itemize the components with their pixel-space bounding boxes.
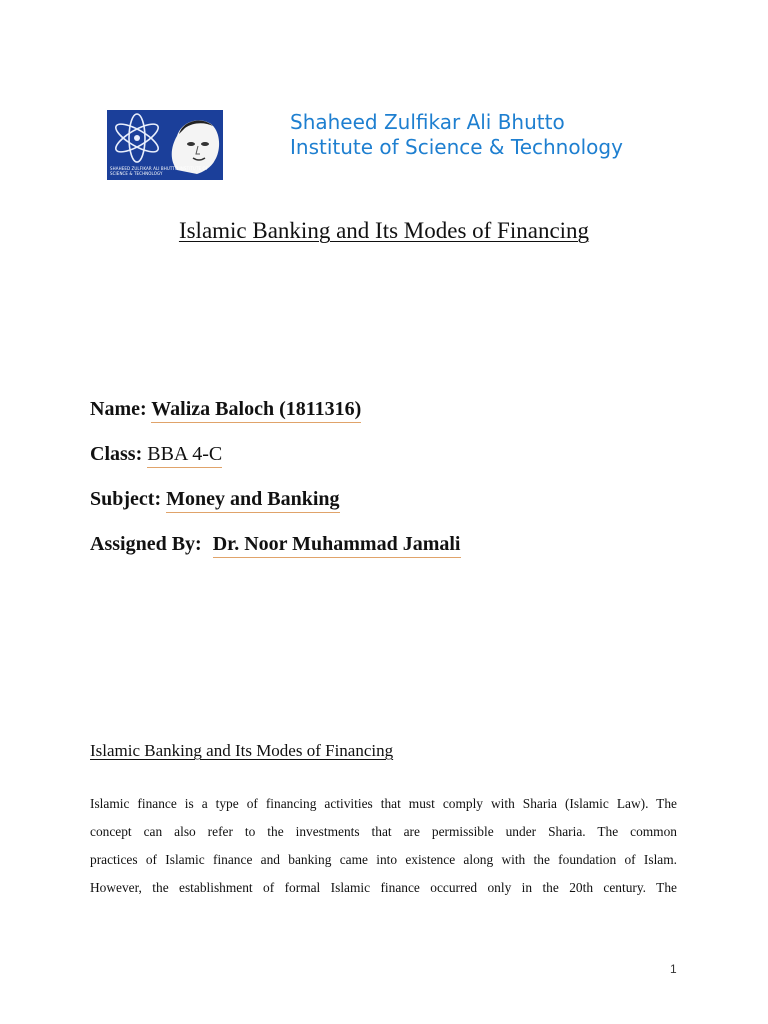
document-title <box>0 216 768 246</box>
subject-line <box>90 486 340 512</box>
institute-name <box>290 110 623 160</box>
assigned-by-line <box>90 531 461 557</box>
class-label: Class: <box>90 443 143 465</box>
assigned-by-value: Dr. Noor Muhammad Jamali <box>213 533 461 558</box>
document-title-text: Islamic Banking and Its Modes of Financing <box>178 218 590 243</box>
paragraph-line: Islamic finance is a type of financing activities that must comply with Sharia (Islamic Law). The <box>90 796 677 811</box>
page-number: 1 <box>670 962 677 976</box>
institute-logo <box>107 110 223 180</box>
paragraph-line: concept can also refer to the investments that are permissible under Sharia. The common <box>90 824 677 839</box>
paragraph-line: practices of Islamic finance and banking came into existence along with the foundation of Islam. <box>90 852 677 867</box>
name-label: Name: <box>90 398 147 420</box>
subject-value: Money and Banking <box>166 488 339 513</box>
body-paragraph <box>90 790 677 902</box>
class-line <box>90 441 222 467</box>
name-value: Waliza Baloch (1811316) <box>151 398 361 423</box>
name-line <box>90 396 361 422</box>
section-heading: Islamic Banking and Its Modes of Financing <box>90 741 394 760</box>
institute-name-line-2: Institute of Science & Technology <box>290 135 623 159</box>
class-value: BBA 4-C <box>147 443 222 468</box>
logo-caption: SHAHEED ZULFIKAR ALI BHUTTO INSTITUTE OF SCIENCE & TECHNOLOGY <box>110 166 209 176</box>
paragraph-line: However, the establishment of formal Islamic finance occurred only in the 20th century. The <box>90 880 677 895</box>
assigned-by-label: Assigned By: <box>90 533 202 555</box>
institute-name-line-1: Shaheed Zulfikar Ali Bhutto <box>290 110 565 134</box>
subject-label: Subject: <box>90 488 162 510</box>
